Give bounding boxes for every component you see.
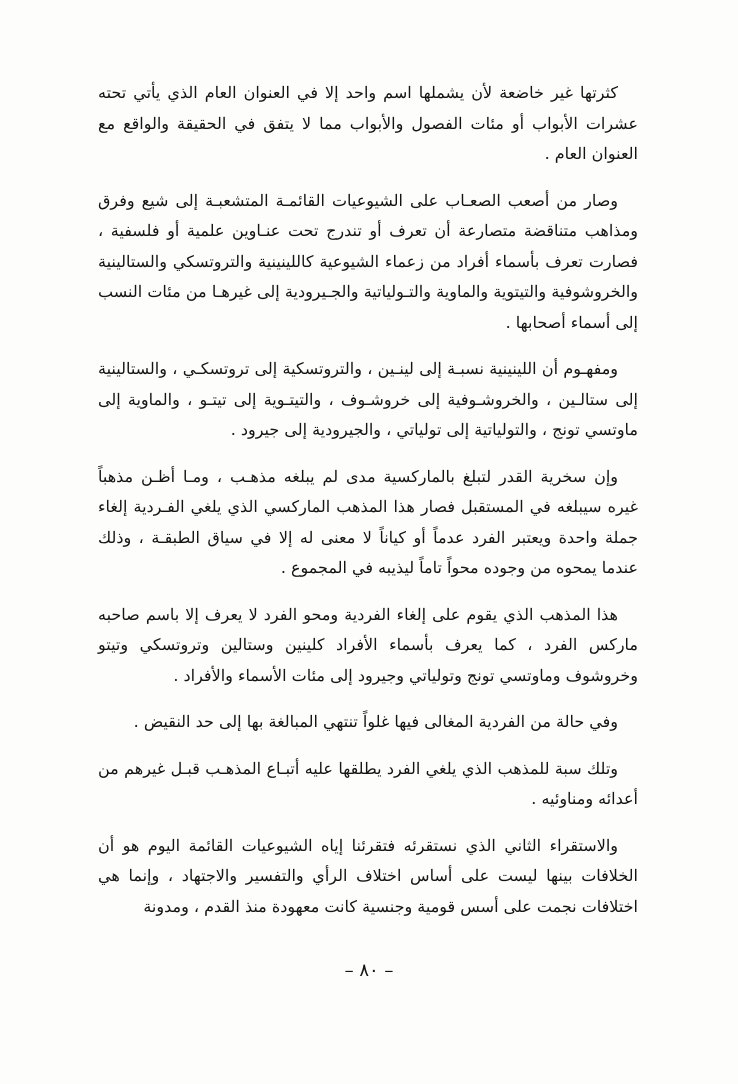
paragraph: هذا المذهب الذي يقوم على إلغاء الفردية ومحو الفرد لا يعرف إلا باسم صاحبه ماركس الفرد ، كما يعرف بأسماء الأفراد كلينين وستالين وتروتسكي وتيتو وخروشوف وماوتسي تونج وتولياتي وجيرود إلى مئات الأسماء والأفراد . [98, 604, 638, 685]
page-number: – ٨٠ – [344, 960, 394, 981]
paragraph: وإن سخرية القدر لتبلغ بالماركسية مدى لم يبلغه مذهـب ، ومـا أظـن مذهباً غيره سيبلغه في المستقبل فصار هذا المذهب الماركسي الذي يلغي الفـردية إلغاء جملة واحدة ويعتبر الفرد عدماً أو كياناً لا معنى له إلا في سياق الطبقـة ، وذلك عندما يمحوه من وجوده محواً تاماً ليذيبه في المجموع . [98, 466, 638, 577]
paragraph: كثرتها غير خاضعة لأن يشملها اسم واحد إلا في العنوان العام الذي يأتي تحته عشرات الأبواب أو مئات الفصول والأبواب مما لا يتفق في الحقيقة والواقع مع العنوان العام . [98, 83, 638, 163]
paragraph: وصار من أصعب الصعـاب على الشيوعيات القائمـة المتشعبـة إلى شيع وفرق ومذاهب متناقضة متصارعة أن تعرف أو تندرج تحت عنـاوين علمية أو فلسفية ، فصارت تعرف بأسماء أفراد من زعماء الشيوعية كاللينينية والتروتسكي والستالينية والخروشوفية والتيتوية والماوية والتـولياتية والجـيرودية إلى غيرهـا من مئات النسب إلى أسماء أصحابها . [98, 190, 639, 332]
paragraph: ومفهـوم أن اللينينية نسبـة إلى لينـين ، والتروتسكية إلى تروتسكـي ، والستالينية إلى ستالـين ، والخروشـوفية إلى خروشـوف ، والتيتـوية إلى تيتـو ، والماوية إلى ماوتسي تونج ، والتولياتية إلى تولياتي ، والجيرودية إلى جيرود . [98, 359, 638, 439]
body-text [98, 78, 638, 938]
paragraph: وفي حالة من الفردية المغالى فيها غلواً تنتهي المبالغة بها إلى حد النقيض . [133, 712, 618, 731]
paragraph: والاستقراء الثاني الذي نستقرئه فتقرئنا إياه الشيوعيات القائمة اليوم هو أن الخلافات بينها ليست على أساس اختلاف الرأي والتفسير والاجتهاد ، وإنما هي اختلافات نجمت على أسس قومية وجنسية كانت معهودة منذ القدم ، ومدونة [98, 835, 638, 916]
paragraph: وتلك سبة للمذهب الذي يلغي الفرد يطلقها عليه أتبـاع المذهـب قبـل غيرهم من أعدائه ومناوئيه . [98, 758, 638, 808]
